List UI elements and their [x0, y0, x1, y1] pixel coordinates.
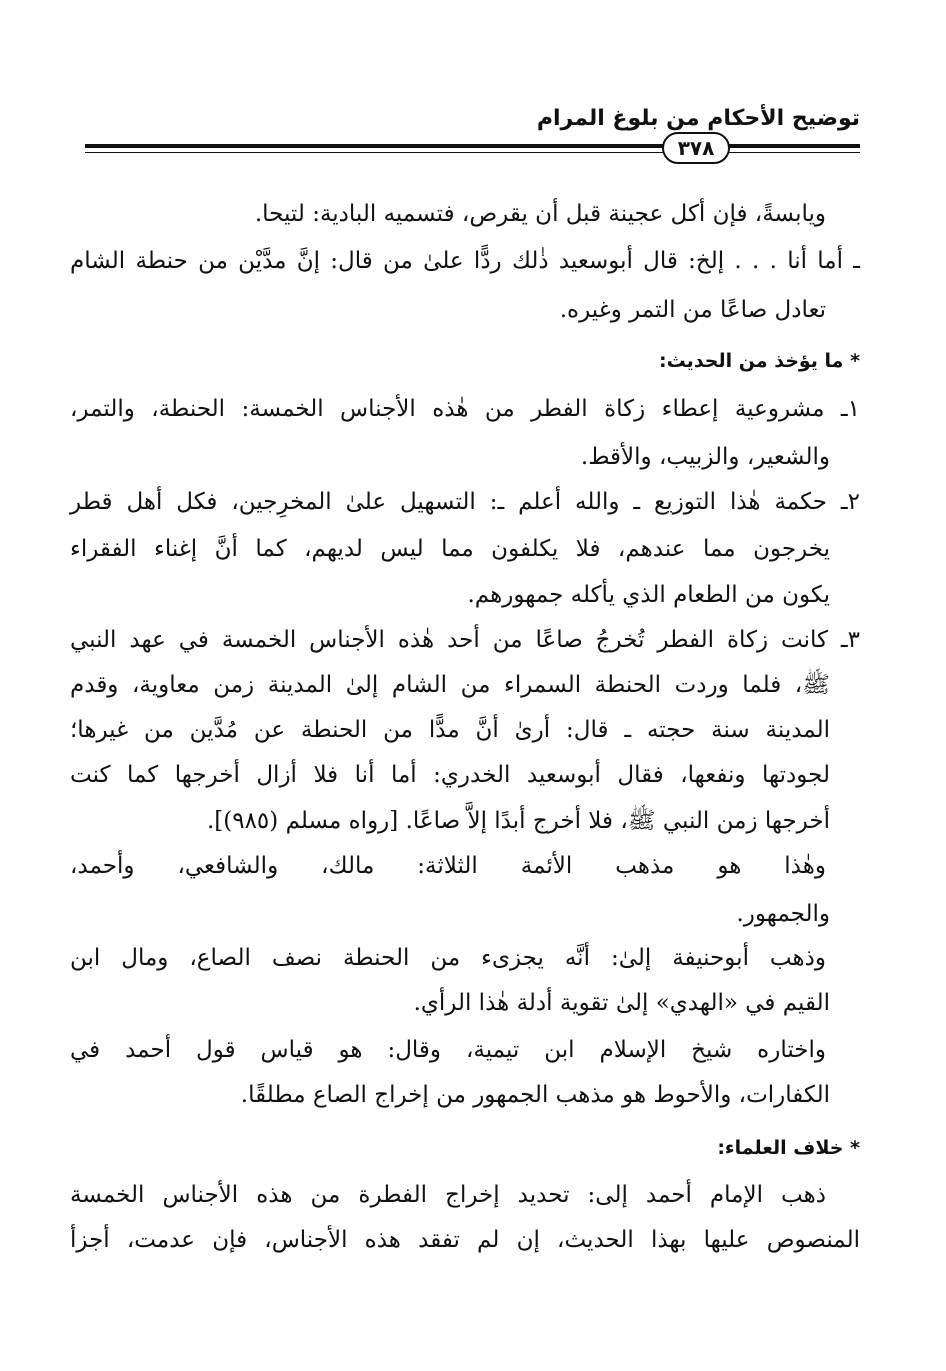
header-rule-thin [85, 152, 860, 153]
running-header-title: توضيح الأحكام من بلوغ المرام [536, 106, 860, 131]
text-line: يكون من الطعام الذي يأكله جمهورهم. [467, 582, 830, 608]
text-line: القيم في «الهدي» إلىٰ تقوية أدلة هٰذا الرأي. [413, 990, 830, 1016]
section-heading: * ما يؤخذ من الحديث: [658, 350, 860, 372]
section-heading: * خلاف العلماء: [717, 1137, 860, 1159]
text-line: يخرجون مما عندهم، فلا يكلفون مما ليس لديهم، كما أنَّ إغناء الفقراء [70, 536, 830, 562]
text-line: ٢ـ حكمة هٰذا التوزيع ـ والله أعلم ـ: التسهيل علىٰ المخرِجين، فكل أهل قطر [70, 489, 860, 515]
page-number: ٣٧٨ [662, 132, 730, 164]
text-line: الكفارات، والأحوط هو مذهب الجمهور من إخراج الصاع مطلقًا. [240, 1082, 830, 1108]
text-line: ويابسةً، فإن أكل عجينة قبل أن يقرص، فتسميه البادية: لتيحا. [254, 201, 826, 227]
text-line: لجودتها ونفعها، فقال أبوسعيد الخدري: أما أنا فلا أزال أخرجها كما كنت [70, 762, 830, 788]
text-line: المدينة سنة حجته ـ قال: أرىٰ أنَّ مدًّا من الحنطة عن مُدَّين من غيرها؛ [70, 717, 830, 743]
text-line: وذهب أبوحنيفة إلىٰ: أنَّه يجزىء من الحنطة نصف الصاع، ومال ابن [70, 945, 826, 971]
text-line: ـ أما أنا . . . إلخ: قال أبوسعيد ذٰلك ردًّا علىٰ من قال: إنَّ مدَّيْن من حنطة الشام [70, 248, 860, 274]
text-line: واختاره شيخ الإسلام ابن تيمية، وقال: هو قياس قول أحمد في [70, 1037, 826, 1063]
text-line: المنصوص عليها بهذا الحديث، إن لم تفقد هذه الأجناس، فإن عدمت، أجزأ [70, 1227, 860, 1253]
text-line: ٣ـ كانت زكاة الفطر تُخرجُ صاعًا من أحد هٰذه الأجناس الخمسة في عهد النبي [70, 627, 860, 653]
header-rule-thick [85, 144, 860, 148]
text-line: ١ـ مشروعية إعطاء زكاة الفطر من هٰذه الأجناس الخمسة: الحنطة، والتمر، [70, 396, 860, 422]
text-line: تعادل صاعًا من التمر وغيره. [559, 297, 826, 323]
text-line: والجمهور. [736, 901, 830, 927]
text-line: أخرجها زمن النبي ﷺ، فلا أخرج أبدًا إلاَّ صاعًا. [رواه مسلم (٩٨٥)]. [206, 808, 830, 834]
text-line: وهٰذا هو مذهب الأئمة الثلاثة: مالك، والشافعي، وأحمد، [70, 853, 826, 879]
text-line: ﷺ، فلما وردت الحنطة السمراء من الشام إلىٰ المدينة زمن معاوية، وقدم [70, 672, 830, 698]
text-line: ذهب الإمام أحمد إلى: تحديد إخراج الفطرة من هذه الأجناس الخمسة [70, 1182, 826, 1208]
text-line: والشعير، والزبيب، والأقط. [580, 444, 830, 470]
